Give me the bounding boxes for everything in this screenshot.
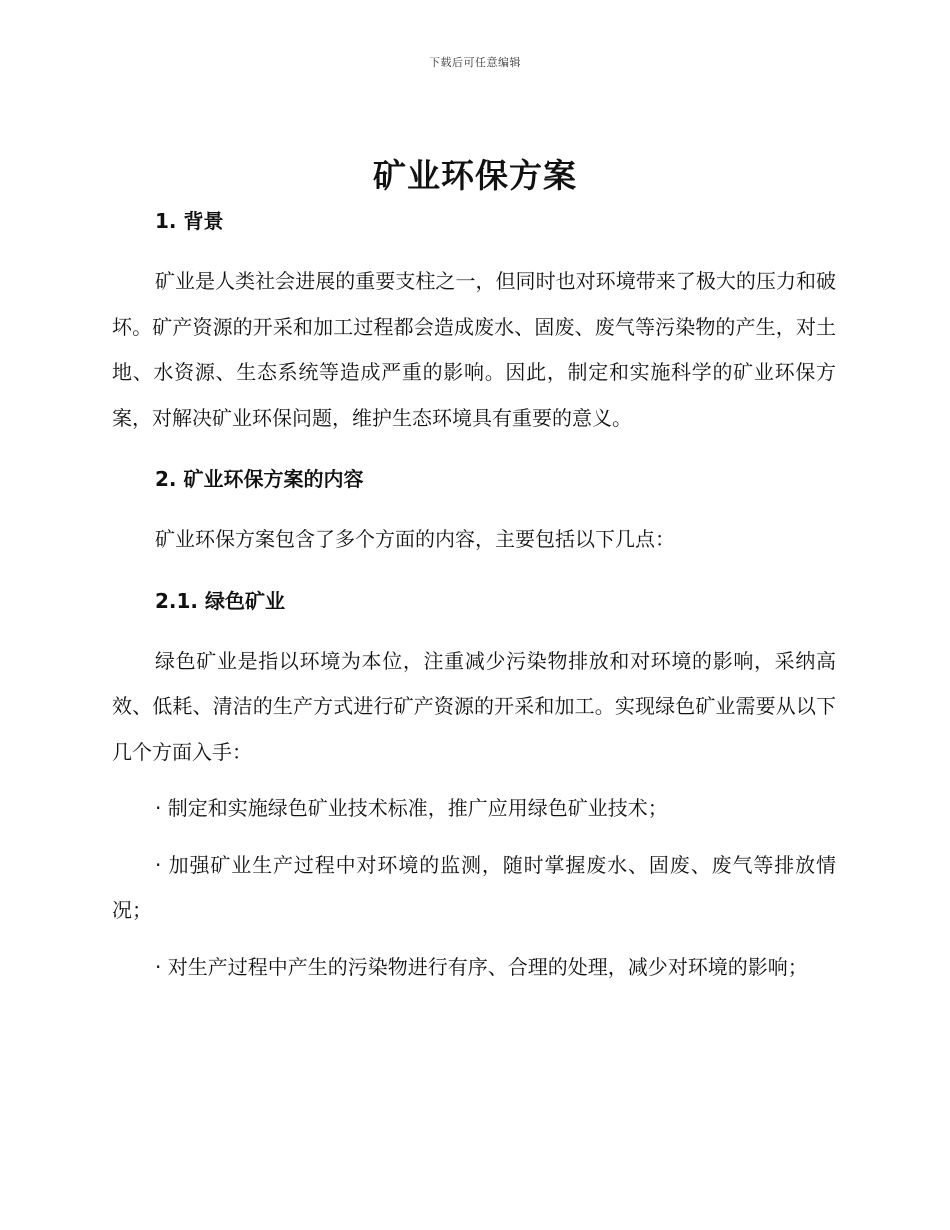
subsection-heading-green-mining: 2.1. 绿色矿业	[155, 588, 285, 613]
paragraph-content-intro: 矿业环保方案包含了多个方面的内容，主要包括以下几点：	[155, 527, 675, 551]
list-item: · 加强矿业生产过程中对环境的监测，随时掌握废水、固废、废气等排放情况；	[112, 852, 836, 922]
section-heading-background: 1. 背景	[155, 209, 224, 233]
list-item: · 对生产过程中产生的污染物进行有序、合理的处理，减少对环境的影响；	[155, 954, 808, 979]
paragraph-background: 矿业是人类社会进展的重要支柱之一，但同时也对环境带来了极大的压力和破坏。矿产资源的开采和加工过程都会造成废水、固废、废气等污染物的产生，对土地、水资源、生态系统等造成严重的影响。因此，制定和实施科学的矿业环保方案，对解决矿业环保问题，维护生态环境具有重要的意义。	[112, 269, 836, 430]
header-note: 下载后可任意编辑	[429, 56, 521, 69]
paragraph-green-mining: 绿色矿业是指以环境为本位，注重减少污染物排放和对环境的影响，采纳高效、低耗、清洁的生产方式进行矿产资源的开采和加工。实现绿色矿业需要从以下几个方面入手：	[112, 648, 836, 764]
list-item: · 制定和实施绿色矿业技术标准，推广应用绿色矿业技术；	[155, 796, 668, 820]
section-heading-content: 2. 矿业环保方案的内容	[155, 467, 364, 491]
document-title: 矿业环保方案	[373, 156, 577, 195]
document-body	[112, 206, 836, 990]
